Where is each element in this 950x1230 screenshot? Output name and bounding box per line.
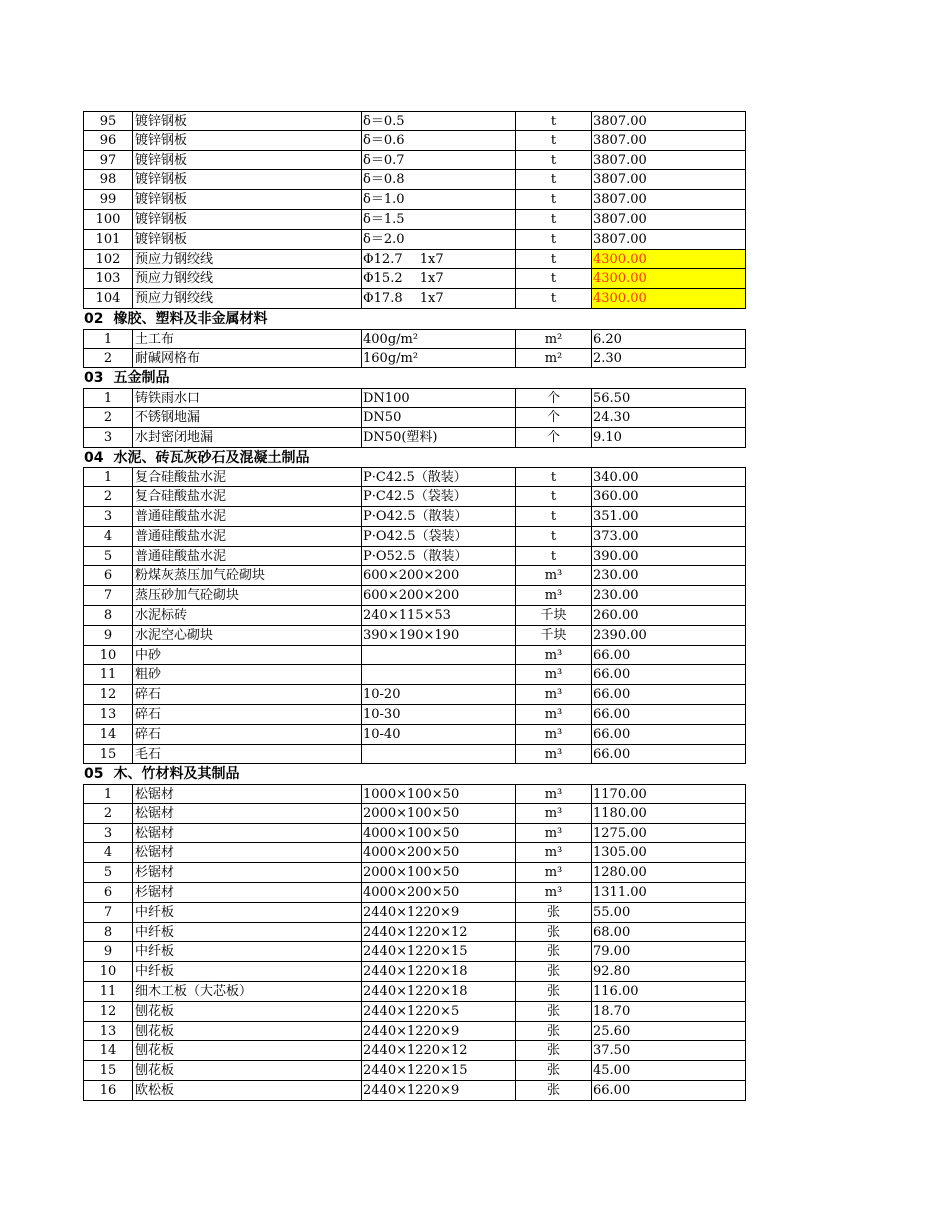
cell-price[interactable]: 37.50 xyxy=(592,1041,746,1061)
cell-specification[interactable]: 2000×100×50 xyxy=(362,863,516,883)
cell-number[interactable]: 5 xyxy=(83,547,133,567)
cell-specification[interactable]: 10-20 xyxy=(362,685,516,705)
cell-unit[interactable]: m³ xyxy=(516,883,592,903)
cell-price[interactable]: 4300.00 xyxy=(592,269,746,289)
cell-material-name[interactable]: 欧松板 xyxy=(133,1081,362,1101)
cell-material-name[interactable]: 杉锯材 xyxy=(133,863,362,883)
cell-number[interactable]: 8 xyxy=(83,923,133,943)
cell-unit[interactable]: m³ xyxy=(516,665,592,685)
cell-price[interactable]: 68.00 xyxy=(592,923,746,943)
cell-price[interactable]: 79.00 xyxy=(592,942,746,962)
cell-material-name[interactable]: 中纤板 xyxy=(133,903,362,923)
cell-unit[interactable]: m³ xyxy=(516,725,592,745)
cell-specification[interactable]: 4000×100×50 xyxy=(362,824,516,844)
cell-number[interactable]: 15 xyxy=(83,745,133,765)
cell-material-name[interactable]: 刨花板 xyxy=(133,1041,362,1061)
cell-price[interactable]: 66.00 xyxy=(592,725,746,745)
cell-material-name[interactable]: 中砂 xyxy=(133,646,362,666)
cell-specification[interactable]: 1000×100×50 xyxy=(362,784,516,804)
table-row xyxy=(83,903,746,923)
cell-unit[interactable]: t xyxy=(516,547,592,567)
cell-unit[interactable]: t xyxy=(516,210,592,230)
cell-specification[interactable]: DN50(塑料) xyxy=(362,428,516,448)
cell-price[interactable]: 66.00 xyxy=(592,745,746,765)
cell-unit[interactable]: 千块 xyxy=(516,626,592,646)
cell-unit[interactable]: t xyxy=(516,269,592,289)
cell-unit[interactable]: 张 xyxy=(516,1061,592,1081)
table-row xyxy=(83,210,746,230)
cell-specification[interactable]: 2440×1220×18 xyxy=(362,982,516,1002)
cell-price[interactable]: 25.60 xyxy=(592,1022,746,1042)
cell-unit[interactable]: t xyxy=(516,289,592,309)
cell-price[interactable]: 116.00 xyxy=(592,982,746,1002)
cell-unit[interactable]: t xyxy=(516,151,592,171)
cell-specification[interactable]: δ＝1.0 xyxy=(362,190,516,210)
cell-material-name[interactable]: 镀锌钢板 xyxy=(133,111,362,131)
section-header xyxy=(83,764,746,784)
table-row xyxy=(83,883,746,903)
cell-number[interactable]: 2 xyxy=(83,349,133,369)
section-title: 水泥、砖瓦灰砂石及混凝土制品 xyxy=(113,449,310,466)
cell-unit[interactable]: m³ xyxy=(516,843,592,863)
cell-price[interactable]: 1170.00 xyxy=(592,784,746,804)
table-row xyxy=(83,190,746,210)
cell-unit[interactable]: m³ xyxy=(516,784,592,804)
cell-specification[interactable]: Φ12.7 1x7 xyxy=(362,250,516,270)
cell-material-name[interactable]: 中纤板 xyxy=(133,923,362,943)
cell-specification[interactable] xyxy=(362,665,516,685)
cell-material-name[interactable]: 杉锯材 xyxy=(133,883,362,903)
cell-number[interactable]: 102 xyxy=(83,250,133,270)
table-row xyxy=(83,388,746,408)
cell-number[interactable]: 100 xyxy=(83,210,133,230)
cell-material-name[interactable]: 碎石 xyxy=(133,725,362,745)
table-row xyxy=(83,230,746,250)
cell-number[interactable]: 2 xyxy=(83,408,133,428)
cell-specification[interactable]: P·C42.5（袋装） xyxy=(362,487,516,507)
cell-price[interactable]: 3807.00 xyxy=(592,170,746,190)
table-row xyxy=(83,1041,746,1061)
cell-specification[interactable]: 2440×1220×15 xyxy=(362,942,516,962)
cell-material-name[interactable]: 中纤板 xyxy=(133,942,362,962)
cell-price[interactable]: 92.80 xyxy=(592,962,746,982)
cell-unit[interactable]: 张 xyxy=(516,1081,592,1101)
cell-material-name[interactable]: 松锯材 xyxy=(133,784,362,804)
cell-number[interactable]: 10 xyxy=(83,962,133,982)
cell-number[interactable]: 103 xyxy=(83,269,133,289)
table-row xyxy=(83,705,746,725)
cell-unit[interactable]: t xyxy=(516,467,592,487)
cell-unit[interactable]: m³ xyxy=(516,745,592,765)
table-row xyxy=(83,566,746,586)
cell-unit[interactable]: m³ xyxy=(516,646,592,666)
cell-material-name[interactable]: 普通硅酸盐水泥 xyxy=(133,527,362,547)
table-row xyxy=(83,863,746,883)
cell-unit[interactable]: t xyxy=(516,250,592,270)
cell-material-name[interactable]: 松锯材 xyxy=(133,843,362,863)
cell-price[interactable]: 4300.00 xyxy=(592,289,746,309)
cell-number[interactable]: 11 xyxy=(83,665,133,685)
cell-material-name[interactable]: 镀锌钢板 xyxy=(133,170,362,190)
cell-number[interactable]: 7 xyxy=(83,903,133,923)
cell-unit[interactable]: 千块 xyxy=(516,606,592,626)
cell-material-name[interactable]: 复合硅酸盐水泥 xyxy=(133,487,362,507)
cell-material-name[interactable]: 松锯材 xyxy=(133,824,362,844)
cell-material-name[interactable]: 碎石 xyxy=(133,685,362,705)
cell-price[interactable]: 1280.00 xyxy=(592,863,746,883)
cell-number[interactable]: 14 xyxy=(83,1041,133,1061)
cell-material-name[interactable]: 镀锌钢板 xyxy=(133,131,362,151)
cell-unit[interactable]: t xyxy=(516,527,592,547)
table-row xyxy=(83,942,746,962)
cell-price[interactable]: 66.00 xyxy=(592,665,746,685)
cell-price[interactable]: 340.00 xyxy=(592,467,746,487)
cell-price[interactable]: 360.00 xyxy=(592,487,746,507)
table-row xyxy=(83,586,746,606)
table-row xyxy=(83,269,746,289)
cell-specification[interactable]: δ＝0.5 xyxy=(362,111,516,131)
cell-price[interactable]: 3807.00 xyxy=(592,151,746,171)
cell-material-name[interactable]: 水泥空心砌块 xyxy=(133,626,362,646)
cell-specification[interactable]: 2440×1220×12 xyxy=(362,923,516,943)
cell-material-name[interactable]: 预应力钢绞线 xyxy=(133,269,362,289)
cell-number[interactable]: 15 xyxy=(83,1061,133,1081)
cell-price[interactable]: 3807.00 xyxy=(592,210,746,230)
cell-specification[interactable]: 2440×1220×15 xyxy=(362,1061,516,1081)
cell-number[interactable]: 5 xyxy=(83,863,133,883)
table-row xyxy=(83,784,746,804)
cell-specification[interactable]: 400g/m² xyxy=(362,329,516,349)
cell-material-name[interactable]: 普通硅酸盐水泥 xyxy=(133,547,362,567)
cell-unit[interactable]: m³ xyxy=(516,566,592,586)
cell-unit[interactable]: t xyxy=(516,190,592,210)
cell-price[interactable]: 6.20 xyxy=(592,329,746,349)
cell-number[interactable]: 7 xyxy=(83,586,133,606)
cell-specification[interactable]: 2440×1220×9 xyxy=(362,1022,516,1042)
cell-material-name[interactable]: 碎石 xyxy=(133,705,362,725)
cell-price[interactable]: 2390.00 xyxy=(592,626,746,646)
cell-specification[interactable]: δ＝0.6 xyxy=(362,131,516,151)
table-row xyxy=(83,725,746,745)
cell-material-name[interactable]: 刨花板 xyxy=(133,1061,362,1081)
cell-specification[interactable]: P·O52.5（散装） xyxy=(362,547,516,567)
section-header xyxy=(83,309,746,329)
cell-specification[interactable]: 10-30 xyxy=(362,705,516,725)
cell-price[interactable]: 260.00 xyxy=(592,606,746,626)
cell-specification[interactable]: 10-40 xyxy=(362,725,516,745)
table-row xyxy=(83,408,746,428)
cell-specification[interactable]: P·O42.5（袋装） xyxy=(362,527,516,547)
cell-material-name[interactable]: 细木工板（大芯板） xyxy=(133,982,362,1002)
cell-price[interactable]: 1180.00 xyxy=(592,804,746,824)
section-code: 03 xyxy=(84,370,104,387)
cell-number[interactable]: 8 xyxy=(83,606,133,626)
table-row xyxy=(83,487,746,507)
section-code: 02 xyxy=(84,310,104,327)
section-code: 04 xyxy=(84,449,104,466)
cell-price[interactable]: 230.00 xyxy=(592,586,746,606)
cell-price[interactable]: 1305.00 xyxy=(592,843,746,863)
cell-number[interactable]: 9 xyxy=(83,626,133,646)
section-header xyxy=(83,448,746,468)
section-header xyxy=(83,368,746,388)
cell-unit[interactable]: m² xyxy=(516,349,592,369)
cell-unit[interactable]: t xyxy=(516,230,592,250)
cell-specification[interactable]: δ＝1.5 xyxy=(362,210,516,230)
table-row xyxy=(83,1002,746,1022)
cell-number[interactable]: 96 xyxy=(83,131,133,151)
cell-price[interactable]: 56.50 xyxy=(592,388,746,408)
cell-unit[interactable]: 个 xyxy=(516,408,592,428)
table-row xyxy=(83,329,746,349)
cell-material-name[interactable]: 镀锌钢板 xyxy=(133,151,362,171)
table-row xyxy=(83,804,746,824)
table-row xyxy=(83,665,746,685)
cell-specification[interactable]: 160g/m² xyxy=(362,349,516,369)
cell-material-name[interactable]: 土工布 xyxy=(133,329,362,349)
table-row xyxy=(83,289,746,309)
cell-number[interactable]: 101 xyxy=(83,230,133,250)
cell-unit[interactable]: t xyxy=(516,111,592,131)
cell-price[interactable]: 3807.00 xyxy=(592,111,746,131)
cell-price[interactable]: 3807.00 xyxy=(592,190,746,210)
cell-price[interactable]: 55.00 xyxy=(592,903,746,923)
cell-specification[interactable]: 2440×1220×9 xyxy=(362,903,516,923)
cell-material-name[interactable]: 蒸压砂加气砼砌块 xyxy=(133,586,362,606)
table-row xyxy=(83,824,746,844)
cell-specification[interactable]: δ＝0.7 xyxy=(362,151,516,171)
cell-material-name[interactable]: 预应力钢绞线 xyxy=(133,289,362,309)
cell-price[interactable]: 373.00 xyxy=(592,527,746,547)
cell-unit[interactable]: 张 xyxy=(516,1002,592,1022)
table-row xyxy=(83,1081,746,1101)
cell-material-name[interactable]: 刨花板 xyxy=(133,1022,362,1042)
section-title: 五金制品 xyxy=(113,370,170,387)
table-row xyxy=(83,1061,746,1081)
table-row xyxy=(83,1022,746,1042)
cell-material-name[interactable]: 普通硅酸盐水泥 xyxy=(133,507,362,527)
section-code: 05 xyxy=(84,766,104,783)
cell-material-name[interactable]: 耐碱网格布 xyxy=(133,349,362,369)
cell-number[interactable]: 6 xyxy=(83,566,133,586)
cell-number[interactable]: 16 xyxy=(83,1081,133,1101)
cell-number[interactable]: 12 xyxy=(83,1002,133,1022)
cell-unit[interactable]: 张 xyxy=(516,903,592,923)
table-row xyxy=(83,349,746,369)
table-row xyxy=(83,428,746,448)
cell-price[interactable]: 66.00 xyxy=(592,1081,746,1101)
cell-price[interactable]: 230.00 xyxy=(592,566,746,586)
cell-number[interactable]: 104 xyxy=(83,289,133,309)
section-title: 木、竹材料及其制品 xyxy=(113,766,240,783)
table-row xyxy=(83,626,746,646)
cell-material-name[interactable]: 铸铁雨水口 xyxy=(133,388,362,408)
cell-unit[interactable]: m³ xyxy=(516,824,592,844)
table-row xyxy=(83,250,746,270)
cell-material-name[interactable]: 毛石 xyxy=(133,745,362,765)
cell-unit[interactable]: t xyxy=(516,507,592,527)
cell-price[interactable]: 3807.00 xyxy=(592,131,746,151)
cell-specification[interactable] xyxy=(362,745,516,765)
cell-material-name[interactable]: 粉煤灰蒸压加气砼砌块 xyxy=(133,566,362,586)
cell-unit[interactable]: 张 xyxy=(516,923,592,943)
cell-number[interactable]: 12 xyxy=(83,685,133,705)
cell-price[interactable]: 45.00 xyxy=(592,1061,746,1081)
cell-specification[interactable]: 2440×1220×12 xyxy=(362,1041,516,1061)
cell-unit[interactable]: m² xyxy=(516,329,592,349)
cell-unit[interactable]: 张 xyxy=(516,982,592,1002)
cell-number[interactable]: 3 xyxy=(83,507,133,527)
cell-number[interactable]: 10 xyxy=(83,646,133,666)
cell-number[interactable]: 6 xyxy=(83,883,133,903)
cell-price[interactable]: 1311.00 xyxy=(592,883,746,903)
cell-number[interactable]: 4 xyxy=(83,527,133,547)
cell-unit[interactable]: m³ xyxy=(516,705,592,725)
table-row xyxy=(83,467,746,487)
cell-number[interactable]: 97 xyxy=(83,151,133,171)
cell-unit[interactable]: 个 xyxy=(516,388,592,408)
cell-specification[interactable]: 390×190×190 xyxy=(362,626,516,646)
cell-unit[interactable]: 张 xyxy=(516,962,592,982)
table-row xyxy=(83,962,746,982)
cell-material-name[interactable]: 镀锌钢板 xyxy=(133,230,362,250)
cell-number[interactable]: 1 xyxy=(83,329,133,349)
cell-specification[interactable]: 2440×1220×5 xyxy=(362,1002,516,1022)
cell-specification[interactable]: δ＝2.0 xyxy=(362,230,516,250)
cell-number[interactable]: 1 xyxy=(83,467,133,487)
section-title: 橡胶、塑料及非金属材料 xyxy=(113,310,268,327)
table-row xyxy=(83,131,746,151)
cell-material-name[interactable]: 不锈钢地漏 xyxy=(133,408,362,428)
cell-number[interactable]: 14 xyxy=(83,725,133,745)
cell-specification[interactable]: 2000×100×50 xyxy=(362,804,516,824)
cell-specification[interactable]: DN50 xyxy=(362,408,516,428)
cell-price[interactable]: 24.30 xyxy=(592,408,746,428)
cell-material-name[interactable]: 镀锌钢板 xyxy=(133,210,362,230)
cell-specification[interactable]: Φ15.2 1x7 xyxy=(362,269,516,289)
table-row xyxy=(83,982,746,1002)
cell-price[interactable]: 9.10 xyxy=(592,428,746,448)
cell-material-name[interactable]: 镀锌钢板 xyxy=(133,190,362,210)
cell-number[interactable]: 13 xyxy=(83,705,133,725)
cell-number[interactable]: 4 xyxy=(83,843,133,863)
cell-number[interactable]: 9 xyxy=(83,942,133,962)
table-row xyxy=(83,170,746,190)
cell-specification[interactable]: P·C42.5（散装） xyxy=(362,467,516,487)
cell-specification[interactable]: 600×200×200 xyxy=(362,566,516,586)
cell-unit[interactable]: 张 xyxy=(516,942,592,962)
cell-price[interactable]: 2.30 xyxy=(592,349,746,369)
cell-number[interactable]: 3 xyxy=(83,824,133,844)
cell-material-name[interactable]: 复合硅酸盐水泥 xyxy=(133,467,362,487)
cell-price[interactable]: 351.00 xyxy=(592,507,746,527)
cell-unit[interactable]: t xyxy=(516,487,592,507)
cell-unit[interactable]: m³ xyxy=(516,863,592,883)
cell-specification[interactable]: δ＝0.8 xyxy=(362,170,516,190)
table-row xyxy=(83,685,746,705)
cell-specification[interactable]: 240×115×53 xyxy=(362,606,516,626)
table-row xyxy=(83,923,746,943)
cell-number[interactable]: 11 xyxy=(83,982,133,1002)
table-row xyxy=(83,646,746,666)
table-row xyxy=(83,111,746,131)
cell-unit[interactable]: t xyxy=(516,131,592,151)
cell-number[interactable]: 99 xyxy=(83,190,133,210)
cell-number[interactable]: 1 xyxy=(83,388,133,408)
cell-price[interactable]: 18.70 xyxy=(592,1002,746,1022)
cell-price[interactable]: 66.00 xyxy=(592,705,746,725)
cell-price[interactable]: 66.00 xyxy=(592,646,746,666)
cell-material-name[interactable]: 预应力钢绞线 xyxy=(133,250,362,270)
cell-unit[interactable]: m³ xyxy=(516,804,592,824)
cell-specification[interactable]: P·O42.5（散装） xyxy=(362,507,516,527)
table-row xyxy=(83,547,746,567)
cell-material-name[interactable]: 刨花板 xyxy=(133,1002,362,1022)
cell-price[interactable]: 1275.00 xyxy=(592,824,746,844)
cell-material-name[interactable]: 中纤板 xyxy=(133,962,362,982)
cell-unit[interactable]: 张 xyxy=(516,1022,592,1042)
cell-specification[interactable]: Φ17.8 1x7 xyxy=(362,289,516,309)
cell-specification[interactable]: 2440×1220×9 xyxy=(362,1081,516,1101)
cell-number[interactable]: 13 xyxy=(83,1022,133,1042)
cell-number[interactable]: 2 xyxy=(83,804,133,824)
cell-unit[interactable]: m³ xyxy=(516,586,592,606)
table-row xyxy=(83,606,746,626)
cell-material-name[interactable]: 粗砂 xyxy=(133,665,362,685)
table-row xyxy=(83,843,746,863)
cell-number[interactable]: 98 xyxy=(83,170,133,190)
table-row xyxy=(83,507,746,527)
cell-specification[interactable]: DN100 xyxy=(362,388,516,408)
cell-number[interactable]: 2 xyxy=(83,487,133,507)
cell-material-name[interactable]: 松锯材 xyxy=(133,804,362,824)
cell-price[interactable]: 4300.00 xyxy=(592,250,746,270)
cell-unit[interactable]: 张 xyxy=(516,1041,592,1061)
cell-number[interactable]: 95 xyxy=(83,111,133,131)
cell-unit[interactable]: 个 xyxy=(516,428,592,448)
cell-number[interactable]: 3 xyxy=(83,428,133,448)
cell-material-name[interactable]: 水泥标砖 xyxy=(133,606,362,626)
price-sheet xyxy=(83,111,746,1101)
table-row xyxy=(83,151,746,171)
cell-unit[interactable]: t xyxy=(516,170,592,190)
cell-unit[interactable]: m³ xyxy=(516,685,592,705)
cell-price[interactable]: 390.00 xyxy=(592,547,746,567)
cell-specification[interactable]: 4000×200×50 xyxy=(362,883,516,903)
cell-price[interactable]: 3807.00 xyxy=(592,230,746,250)
cell-material-name[interactable]: 水封密闭地漏 xyxy=(133,428,362,448)
table-row xyxy=(83,527,746,547)
cell-specification[interactable]: 600×200×200 xyxy=(362,586,516,606)
cell-price[interactable]: 66.00 xyxy=(592,685,746,705)
cell-specification[interactable]: 4000×200×50 xyxy=(362,843,516,863)
cell-number[interactable]: 1 xyxy=(83,784,133,804)
cell-specification[interactable] xyxy=(362,646,516,666)
cell-specification[interactable]: 2440×1220×18 xyxy=(362,962,516,982)
table-row xyxy=(83,745,746,765)
